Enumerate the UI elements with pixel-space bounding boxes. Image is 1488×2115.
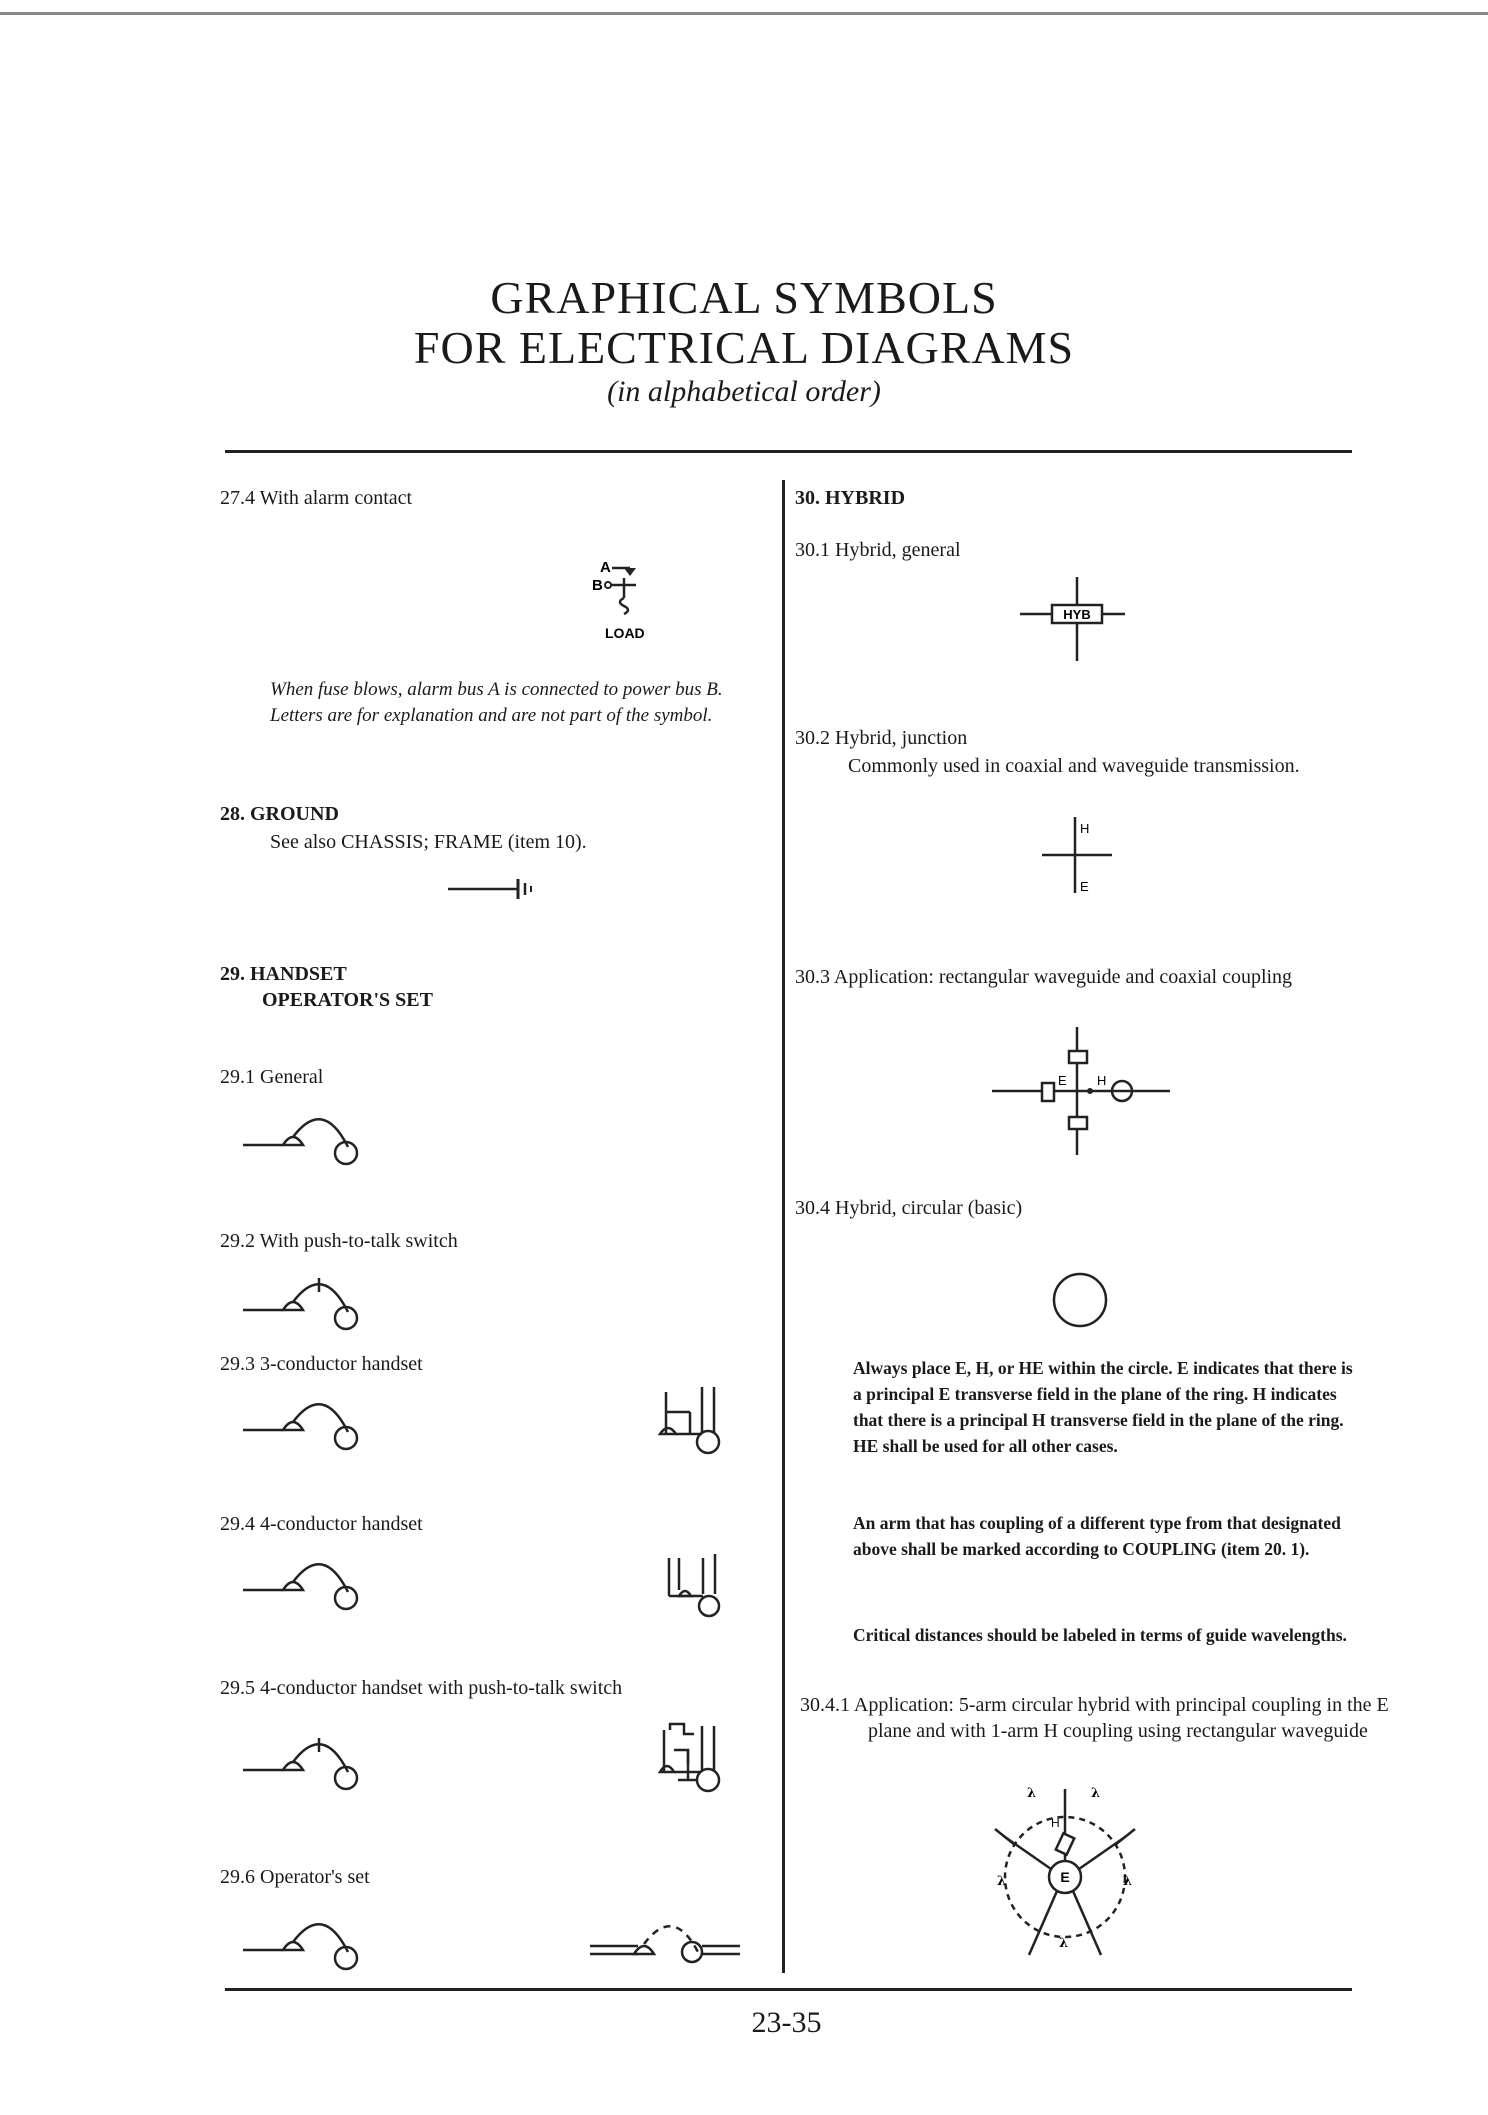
section-27-4-note: When fuse blows, alarm bus A is connected to power bus B. Letters are for explanation and are not part of the symbol. (270, 679, 723, 726)
section-29-3-label: 29.3 3-conductor handset (220, 1353, 423, 1375)
section-30-4-1-label: 30.4.1 Application: 5-arm circular hybrid with principal coupling in the E plane and with 1-arm H coupling using rectangular waveguide (800, 1694, 1389, 1742)
hybrid-general-symbol (1010, 575, 1150, 670)
svg-text:λ: λ (1123, 1874, 1133, 1889)
handset-general-symbol (243, 1105, 373, 1170)
ground-symbol (448, 875, 548, 910)
alarm-fuse-label-a: A (600, 559, 611, 576)
section-30-2-label: 30.2 Hybrid, junction (795, 727, 968, 749)
section-30-4-note-2: An arm that has coupling of a different type from that designated above shall be marked according to COUPLING (item 20. 1). (853, 1513, 1341, 1559)
alarm-fuse-label-b: B (592, 577, 603, 594)
section-29-4-label: 29.4 4-conductor handset (220, 1513, 423, 1535)
handset-4-conductor-alt-symbol (665, 1550, 745, 1625)
page-title-line1: GRAPHICAL SYMBOLS (490, 272, 998, 323)
section-30-4-note-1: Always place E, H, or HE within the circle. E indicates that there is a principal E transverse field in the plane of the ring. H indicates that there is a principal H transverse field in the plane of the ring. HE shall be used for all other cases. (853, 1358, 1353, 1456)
waveguide-coax-coupling-symbol (990, 1025, 1180, 1165)
handset-4-conductor-symbol (243, 1550, 373, 1615)
alarm-fuse-load-label: LOAD (605, 625, 645, 641)
handset-4-conductor-ptt-symbol (243, 1730, 373, 1795)
section-30-heading: 30. HYBRID (795, 487, 906, 509)
hybrid-general-box-label: HYB (1063, 607, 1091, 622)
page-number: 23-35 (751, 2006, 822, 2039)
svg-text:λ: λ (997, 1874, 1007, 1889)
section-30-4-label: 30.4 Hybrid, circular (basic) (795, 1197, 1023, 1219)
handset-3-conductor-alt-symbol (660, 1382, 740, 1467)
header-rule (225, 450, 1352, 453)
svg-text:λ: λ (1091, 1786, 1101, 1801)
handset-3-conductor-symbol (243, 1390, 373, 1455)
svg-text:λ: λ (1027, 1786, 1037, 1801)
section-27-4-label: 27.4 With alarm contact (220, 487, 413, 509)
five-arm-e-label: E (1060, 1869, 1070, 1885)
column-divider (782, 480, 785, 1973)
section-30-1-label: 30.1 Hybrid, general (795, 539, 961, 561)
section-29-heading: 29. HANDSET (220, 963, 347, 985)
section-28-heading: 28. GROUND (220, 803, 339, 825)
footer-rule (225, 1988, 1352, 1991)
five-arm-h-label: H (1051, 1816, 1060, 1830)
section-29-1-label: 29.1 General (220, 1066, 324, 1088)
section-29-6-label: 29.6 Operator's set (220, 1866, 370, 1888)
operators-set-alt-symbol (590, 1910, 750, 1975)
hybrid-junction-h-label: H (1080, 821, 1090, 836)
section-29-subheading: OPERATOR'S SET (262, 989, 433, 1011)
hybrid-circular-symbol (1052, 1272, 1108, 1333)
page-subtitle: (in alphabetical order) (607, 375, 881, 408)
five-arm-circular-hybrid-symbol (985, 1785, 1155, 1970)
hybrid-junction-e-label: E (1080, 879, 1089, 894)
coupling-h-label: H (1097, 1073, 1107, 1088)
handset-push-to-talk-symbol (243, 1270, 373, 1335)
operators-set-symbol (243, 1910, 373, 1975)
section-30-3-label: 30.3 Application: rectangular waveguide and coaxial coupling (795, 966, 1293, 988)
page-title-line2: FOR ELECTRICAL DIAGRAMS (413, 322, 1075, 373)
svg-text:λ: λ (1059, 1936, 1069, 1951)
section-29-2-label: 29.2 With push-to-talk switch (220, 1230, 458, 1252)
section-28-desc: See also CHASSIS; FRAME (item 10). (270, 831, 587, 853)
hybrid-junction-symbol (1040, 815, 1120, 900)
section-30-2-desc: Commonly used in coaxial and waveguide transmission. (848, 755, 1300, 777)
section-29-5-label: 29.5 4-conductor handset with push-to-talk switch (220, 1677, 623, 1699)
top-edge-line (0, 12, 1488, 15)
handset-4-conductor-ptt-alt-symbol (660, 1720, 740, 1805)
section-30-4-note-3: Critical distances should be labeled in terms of guide wavelengths. (853, 1625, 1347, 1645)
alarm-fuse-symbol (580, 550, 660, 645)
coupling-e-label: E (1058, 1073, 1067, 1088)
